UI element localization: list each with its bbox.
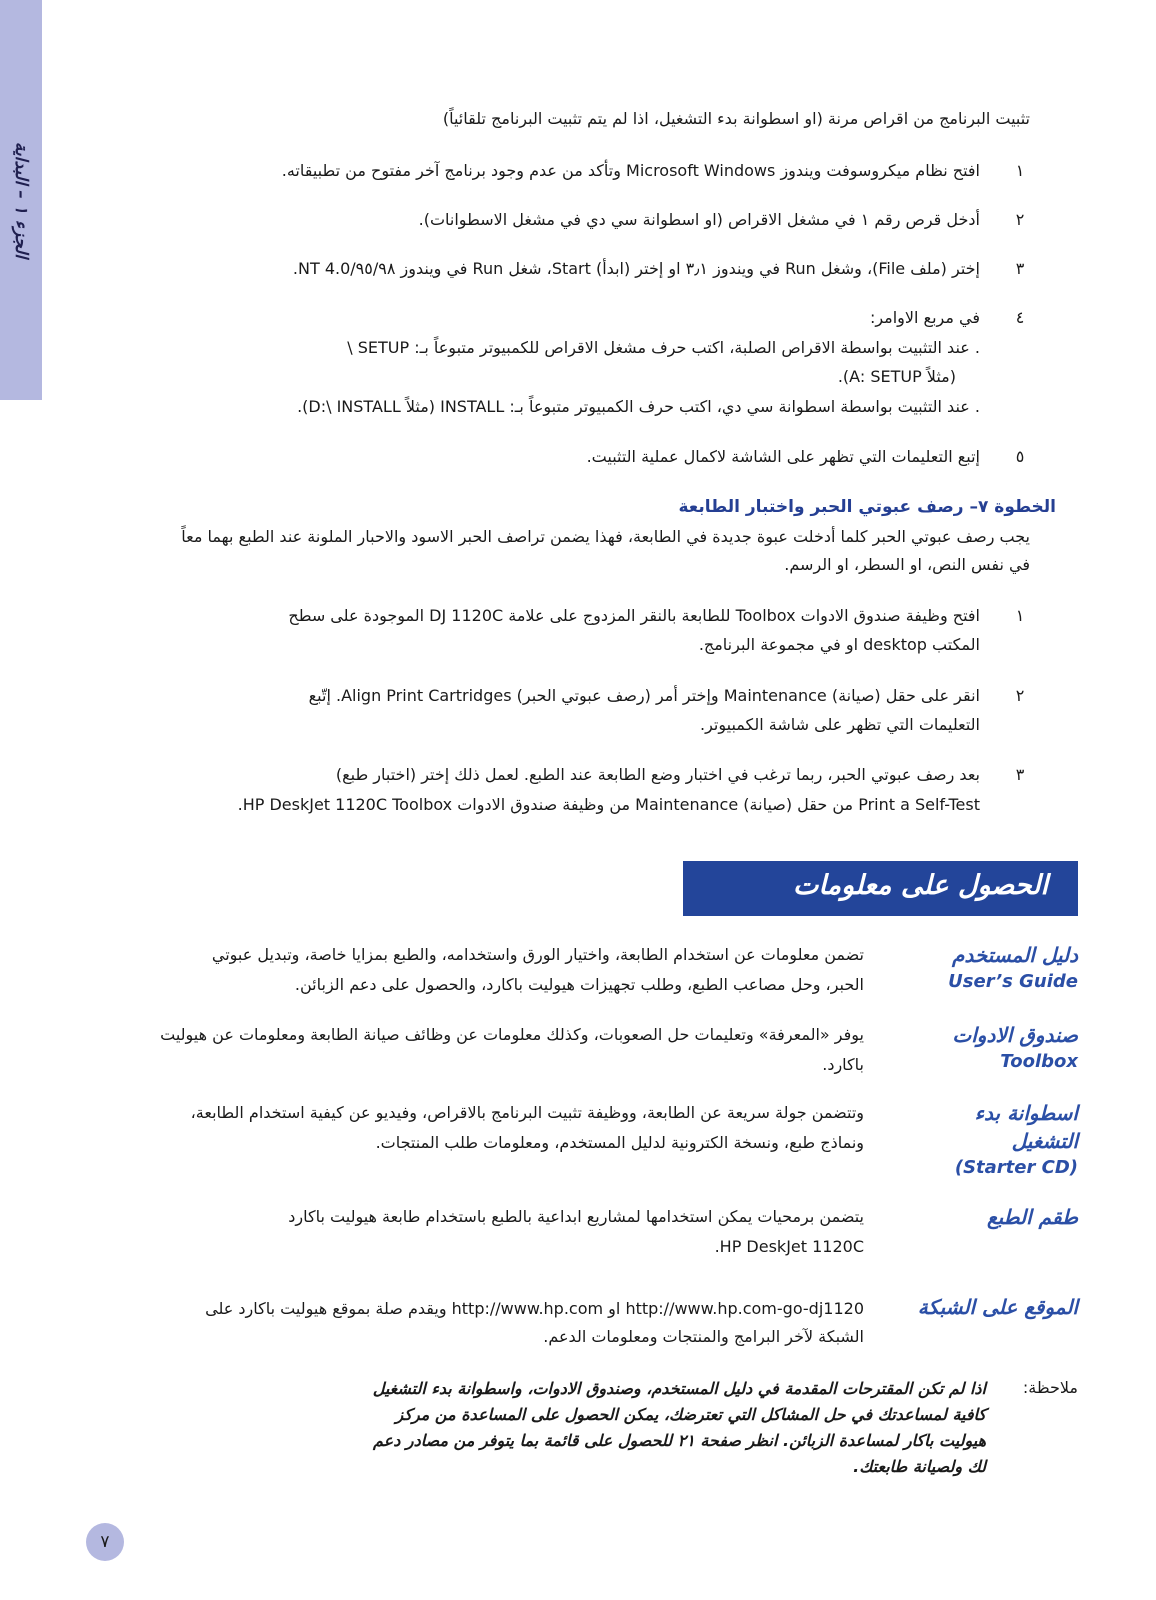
- step-number: ٤: [1015, 308, 1025, 327]
- chapter-side-tab: [0, 0, 42, 400]
- starter-cd-description: ونماذج طبع، ونسخة الكترونية لدليل المستخدم، ومعلومات طلب المنتجات.: [375, 1133, 864, 1152]
- toolbox-description: باكارد.: [822, 1055, 864, 1074]
- toolbox-description: يوفر «المعرفة» وتعليمات حل الصعوبات، وكذلك معلومات عن وظائف صيانة الطابعة ومعلومات عن هيوليت: [160, 1025, 864, 1044]
- page-number: ٧: [100, 1532, 110, 1552]
- step7-item: المكتب desktop او في مجموعة البرنامج.: [698, 635, 980, 654]
- print-kit-description: يتضمن برمحيات يمكن استخدامها لمشاريع ابداعية بالطبع باستخدام طابعة هيوليت باكارد: [288, 1207, 864, 1226]
- print-kit-description: HP DeskJet 1120C.: [714, 1237, 864, 1256]
- install-bullet: . عند التثبيت بواسطة اسطوانة سي دي، اكتب حرف الكمبيوتر متبوعاً بـ: INSTALL (مثلاً D:\ INSTALL).: [297, 397, 980, 416]
- step7-item: افتح وظيفة صندوق الادوات Toolbox للطابعة بالنقر المزدوج على علامة DJ 1120C الموجودة على سطح: [288, 606, 980, 625]
- step7-intro: في نفس النص، او السطر، او الرسم.: [784, 555, 1030, 574]
- starter-cd-description: وتتضمن جولة سريعة عن الطابعة، ووظيفة تثبيت البرنامج بالاقراص، وفيديو عن كيفية استخدام الطابعة،: [190, 1103, 864, 1122]
- note-text: هيوليت باكار لمساعدة الزبائن. انظر صفحة ٢١ للحصول على قائمة بما يتوفر من مصادر دعم: [373, 1431, 986, 1450]
- info-banner: [683, 861, 1078, 916]
- install-bullet-continued: (مثلاً A: SETUP).: [837, 367, 956, 386]
- users-guide-description: تضمن معلومات عن استخدام الطابعة، واختيار الورق واستخدامه، والطبع بمزايا خاصة، وتبديل عبوتي: [211, 945, 864, 964]
- website-description: http://www.hp.com-go-dj1120 او http://www.hp.com ويقدم صلة بموقع هيوليت باكارد على: [205, 1299, 864, 1318]
- step-number: ٣: [1015, 259, 1025, 278]
- step-number: ٢: [1015, 210, 1025, 229]
- note-text: اذا لم تكن المقترحات المقدمة في دليل المستخدم، وصندوق الادوات، واسطوانة بدء التشغيل: [372, 1379, 986, 1398]
- note-text: لك ولصيانة طابعتك.: [853, 1457, 986, 1476]
- install-bullet: . عند التثبيت بواسطة الاقراص الصلبة، اكتب حرف مشغل الاقراص للكمبيوتر متبوعاً بـ: SETUP \: [347, 338, 980, 357]
- toolbox-label-en: Toolbox: [1000, 1051, 1078, 1072]
- users-guide-label-en: User’s Guide: [948, 971, 1078, 992]
- step7-item: انقر على حقل (صيانة) Maintenance وإختر أمر (رصف عبوتي الحبر) Align Print Cartridges. إتّبع: [308, 686, 980, 705]
- website-label: الموقع على الشبكة: [917, 1295, 1078, 1319]
- install-heading: تثبيت البرنامج من اقراص مرنة (او اسطوانة بدء التشغيل، اذا لم يتم تثبيت البرنامج تلقائياً): [442, 109, 1030, 128]
- print-kit-label: طقم الطبع: [986, 1205, 1078, 1229]
- install-step: إتبع التعليمات التي تظهر على الشاشة لاكمال عملية التثبيت.: [586, 447, 980, 466]
- chapter-title: الجزء ١ – البداية: [11, 141, 31, 259]
- page-number-badge: [86, 1523, 124, 1561]
- step7-item: Print a Self-Test من حقل (صيانة) Maintenance من وظيفة صندوق الادوات HP DeskJet 1120C Toolbox.: [237, 795, 980, 814]
- starter-cd-label-en: (Starter CD): [954, 1157, 1078, 1178]
- toolbox-label: صندوق الادوات: [952, 1023, 1078, 1047]
- note-text: كافية لمساعدتك في حل المشاكل التي تعترضك، يمكن الحصول على المساعدة من مركز: [395, 1405, 986, 1424]
- website-description: الشبكة لآخر البرامج والمنتجات ومعلومات الدعم.: [543, 1327, 864, 1346]
- step-number: ٥: [1015, 447, 1025, 466]
- step7-title: الخطوة ٧– رصف عبوتي الحبر واختبار الطابعة: [678, 497, 1056, 517]
- users-guide-label: دليل المستخدم: [951, 943, 1078, 967]
- note-label: ملاحظة:: [1022, 1378, 1078, 1397]
- step-number: ١: [1015, 606, 1025, 625]
- step7-item: التعليمات التي تظهر على شاشة الكمبيوتر.: [699, 715, 980, 734]
- info-banner-title: الحصول على معلومات: [793, 870, 1048, 901]
- install-step: في مربع الاوامر:: [869, 308, 980, 327]
- step-number: ١: [1015, 161, 1025, 180]
- step7-item: بعد رصف عبوتي الحبر، ربما ترغب في اختبار وضع الطابعة عند الطبع. لعمل ذلك إختر (اختبار طبع): [335, 765, 980, 784]
- starter-cd-label: التشغيل: [1011, 1129, 1078, 1153]
- install-step: إختر (ملف File)، وشغل Run في ويندوز ٣٫١ او إختر (ابدأ) Start، شغل Run في ويندوز ٩٥/٩٨/NT 4.0.: [292, 259, 980, 278]
- step-number: ٢: [1015, 686, 1025, 705]
- install-step: افتح نظام ميكروسوفت ويندوز Microsoft Windows وتأكد من عدم وجود برنامج آخر مفتوح من تطبيقاته.: [281, 161, 980, 180]
- step7-intro: يجب رصف عبوتي الحبر كلما أدخلت عبوة جديدة في الطابعة، فهذا يضمن تراصف الحبر الاسود والاحبار الملونة عند الطبع بهما معاً: [181, 527, 1030, 546]
- step-number: ٣: [1015, 765, 1025, 784]
- users-guide-description: الحبر، وحل مصاعب الطبع، وطلب تجهيزات هيوليت باكارد، والحصول على دعم الزبائن.: [294, 975, 864, 994]
- starter-cd-label: اسطوانة بدء: [974, 1101, 1078, 1125]
- install-step: أدخل قرص رقم ١ في مشغل الاقراص (او اسطوانة سي دي في مشغل الاسطوانات).: [418, 210, 980, 229]
